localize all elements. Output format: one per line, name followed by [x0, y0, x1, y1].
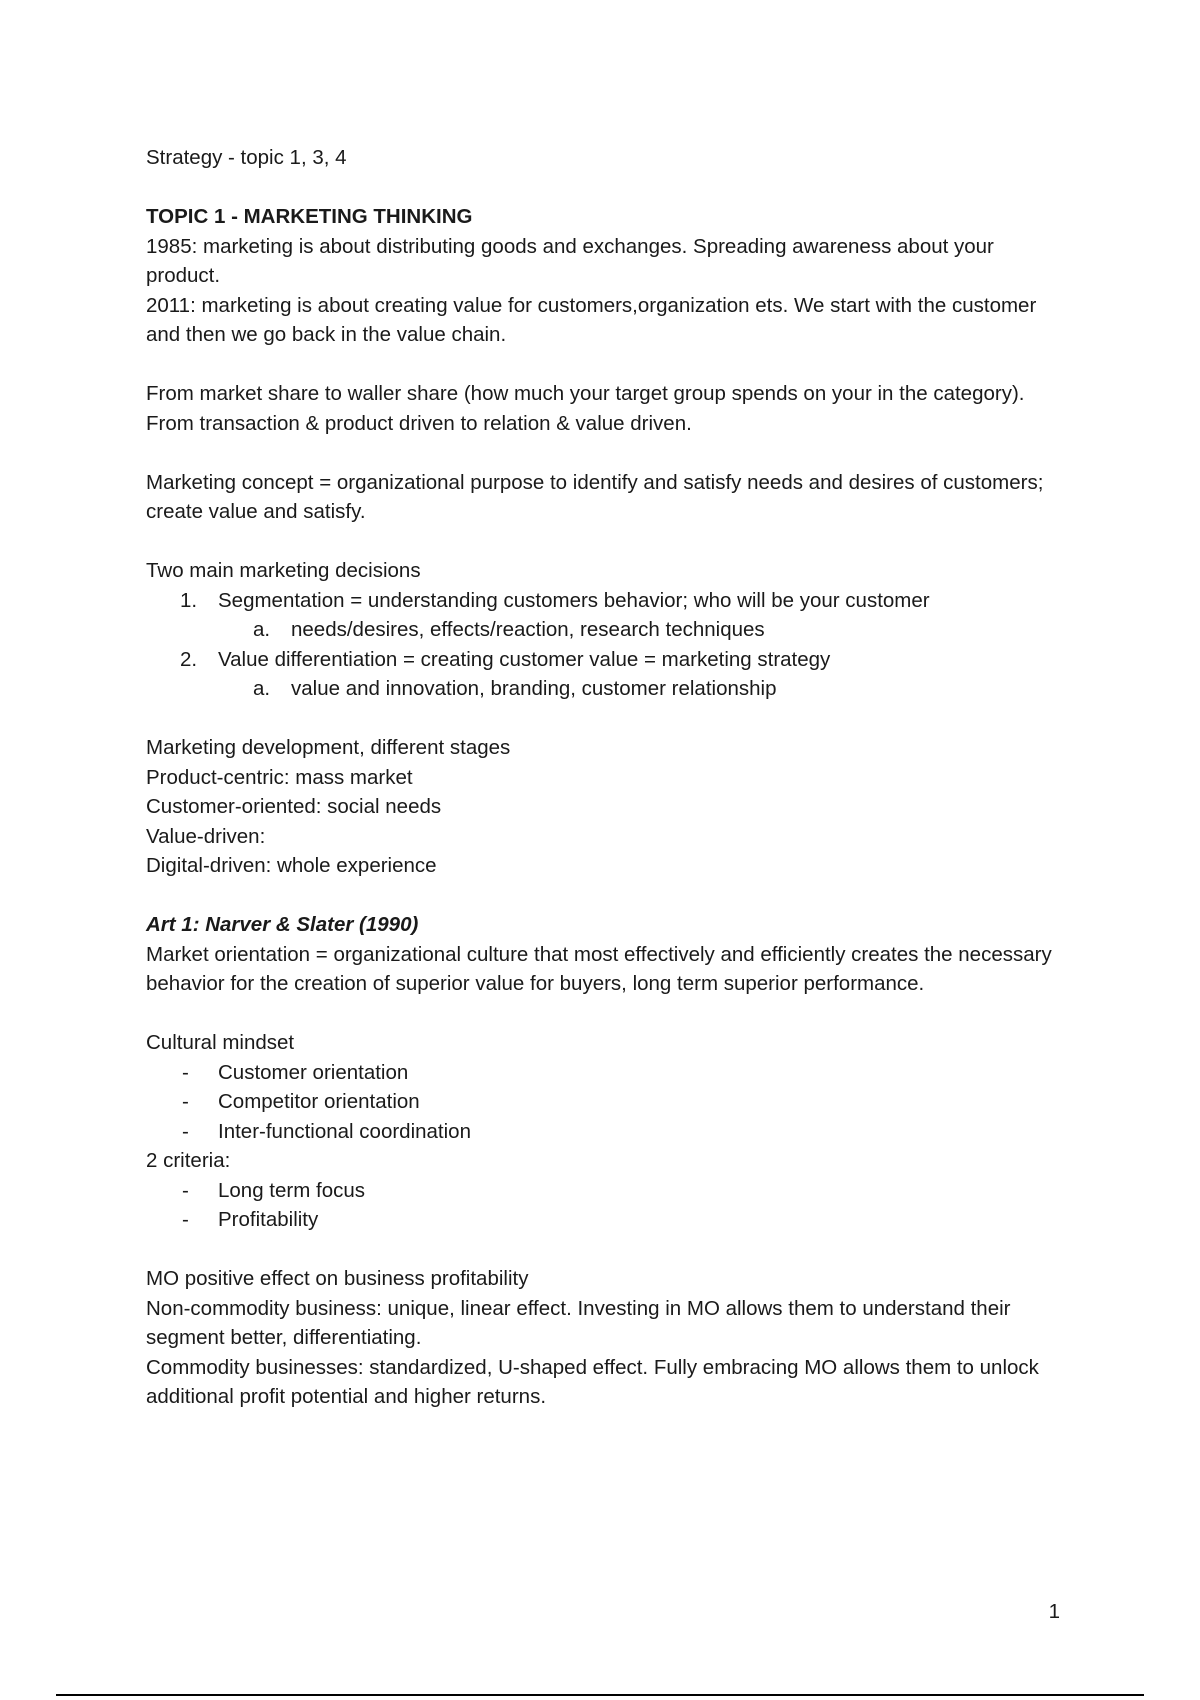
list-item-text: Customer orientation: [218, 1060, 409, 1084]
dash-bullet: -: [182, 1090, 189, 1113]
list-item-text: Segmentation = understanding customers behavior; who will be your customer: [218, 588, 930, 612]
sub-list-letter: a.: [253, 618, 271, 641]
dash-bullet: -: [182, 1119, 189, 1143]
paragraph-commodity: Commodity businesses: standardized, U-shaped effect. Fully embracing MO allows them to unlock additional profit potential and higher returns.: [146, 1355, 1039, 1408]
paragraph-wallet-share: From market share to waller share (how much your target group spends on your in the category). From transaction & product driven to relation & value driven.: [146, 382, 1025, 435]
dash-bullet: -: [182, 1060, 189, 1084]
paragraph-1985: 1985: marketing is about distributing goods and exchanges. Spreading awareness about your product.: [146, 234, 994, 287]
article-title: Art 1: Narver & Slater (1990): [146, 913, 419, 936]
mo-effect-heading: MO positive effect on business profitability: [146, 1267, 529, 1290]
list-number: 1.: [180, 588, 198, 612]
list-item: [146, 1117, 1066, 1147]
document-page: [146, 143, 1066, 1412]
stage-line: Product-centric: mass market: [146, 765, 413, 789]
criteria-heading: 2 criteria:: [146, 1149, 231, 1172]
stage-line: Digital-driven: whole experience: [146, 854, 437, 877]
list-item: [146, 1176, 1066, 1206]
list-item: [146, 1205, 1066, 1235]
list-item-text: Value differentiation = creating customer value = marketing strategy: [218, 647, 831, 671]
list-item: [146, 1087, 1066, 1117]
paragraph-marketing-concept: Marketing concept = organizational purpose to identify and satisfy needs and desires of customers; create value and satisfy.: [146, 470, 1044, 523]
stages-heading: Marketing development, different stages: [146, 736, 511, 759]
dash-bullet: -: [182, 1208, 189, 1231]
decisions-heading: Two main marketing decisions: [146, 559, 421, 582]
stage-line: Value-driven:: [146, 824, 266, 848]
page-number: 1: [1048, 1600, 1060, 1623]
paragraph-non-commodity: Non-commodity business: unique, linear effect. Investing in MO allows them to understand their segment better, differentiating.: [146, 1296, 1011, 1349]
sub-list-letter: a.: [253, 677, 271, 700]
sub-list-item-text: needs/desires, effects/reaction, research techniques: [291, 618, 765, 641]
list-item-text: Inter-functional coordination: [218, 1119, 471, 1143]
paragraph-2011: 2011: marketing is about creating value for customers,organization ets. We start with the customer and then we go back in the value chain.: [146, 293, 1037, 346]
mindset-heading: Cultural mindset: [146, 1031, 295, 1054]
list-item: [146, 586, 1066, 616]
stage-line: Customer-oriented: social needs: [146, 795, 442, 818]
sub-list-item: [146, 615, 1066, 645]
list-item: [146, 645, 1066, 675]
list-number: 2.: [180, 647, 198, 671]
dash-bullet: -: [182, 1178, 189, 1202]
document-header: Strategy - topic 1, 3, 4: [146, 146, 347, 169]
list-item-text: Long term focus: [218, 1178, 365, 1202]
topic-title: TOPIC 1 - MARKETING THINKING: [146, 205, 473, 228]
page-divider: [56, 1694, 1144, 1696]
decisions-list: [146, 586, 1066, 704]
list-item-text: Profitability: [218, 1208, 319, 1231]
paragraph-market-orientation: Market orientation = organizational culture that most effectively and efficiently creates the necessary behavior for the creation of superior value for buyers, long term superior performance.: [146, 942, 1052, 995]
list-item-text: Competitor orientation: [218, 1090, 420, 1113]
list-item: [146, 1058, 1066, 1088]
sub-list-item: [146, 674, 1066, 704]
sub-list-item-text: value and innovation, branding, customer relationship: [291, 677, 777, 700]
